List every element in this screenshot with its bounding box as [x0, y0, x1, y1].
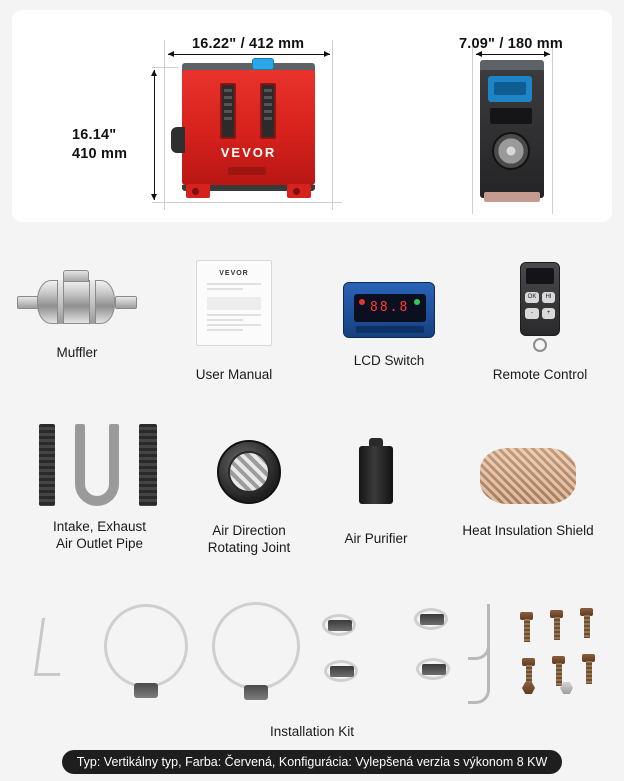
- accessory-label: Muffler: [56, 345, 98, 360]
- guide-line-top: [152, 67, 178, 68]
- accessory-label: User Manual: [195, 367, 273, 382]
- spec-banner: Typ: Vertikálny typ, Farba: Červená, Konfigurácia: Vylepšená verzia s výkonom 8 KW: [62, 750, 562, 774]
- heater-foot-left: [186, 184, 210, 198]
- depth-dimension-label: 7.09" / 180 mm: [459, 36, 563, 52]
- user-manual-icon: [196, 260, 272, 346]
- muffler-icon: [17, 268, 137, 338]
- accessory-heat-insulation-shield: [448, 448, 608, 539]
- bolt-1: [522, 612, 531, 642]
- guide-line-left: [164, 40, 165, 210]
- dimension-panel: [12, 10, 612, 222]
- height-dimension-mm: 410 mm: [72, 146, 128, 162]
- remote-keyring: [533, 338, 547, 352]
- lcd-display-value: 88.8: [370, 300, 410, 315]
- accessory-rotating-joint: [188, 440, 310, 556]
- hose-clamp-small-1: [322, 614, 356, 636]
- angle-bracket-icon: [34, 618, 68, 676]
- accessory-lcd-switch: [330, 282, 448, 369]
- guide-line-bottom: [152, 202, 342, 203]
- accessory-label-line2: Rotating Joint: [207, 540, 291, 555]
- width-arrow: [168, 54, 330, 55]
- accessory-intake-exhaust-pipe: [22, 422, 177, 552]
- heater-vent-right: [260, 83, 276, 139]
- installation-kit-group: [12, 576, 612, 746]
- intake-exhaust-pipe-icon: [35, 422, 165, 508]
- guide-line-right: [332, 40, 333, 210]
- remote-hi-button: HI: [542, 292, 555, 303]
- heater-foot-right: [287, 184, 311, 198]
- width-dimension-label: 16.22" / 412 mm: [192, 36, 305, 52]
- heater-side-blue-panel: [488, 76, 532, 102]
- accessory-user-manual: [176, 260, 292, 383]
- heater-side-top: [480, 60, 544, 70]
- accessory-label: Air Purifier: [344, 531, 408, 546]
- heater-blue-cap: [252, 58, 274, 70]
- accessory-air-purifier: [330, 438, 422, 547]
- accessory-label: Heat Insulation Shield: [462, 523, 594, 538]
- accessory-label-line2: Air Outlet Pipe: [55, 536, 144, 551]
- heat-insulation-shield-icon: [480, 448, 576, 504]
- guide-line-side-left: [472, 44, 473, 214]
- heater-side-foot: [484, 192, 540, 202]
- bolt-3: [582, 608, 591, 638]
- mounting-hook-2: [468, 648, 490, 704]
- hose-clamp-small-4: [416, 658, 450, 680]
- height-arrow: [154, 70, 155, 200]
- height-dimension-inches: 16.14": [72, 127, 117, 143]
- accessory-remote-control: [470, 262, 610, 383]
- heater-vent-left: [220, 83, 236, 139]
- heater-side-slot: [490, 108, 532, 124]
- remote-plus-button: +: [542, 308, 555, 319]
- bolt-2: [552, 610, 561, 640]
- remote-control-icon: [520, 262, 560, 358]
- remote-minus-button: -: [525, 308, 539, 319]
- brand-logo: VEVOR: [220, 145, 277, 160]
- heater-label-plate: [228, 167, 266, 175]
- manual-brand: VEVOR: [219, 270, 249, 277]
- lcd-switch-icon: [343, 282, 435, 338]
- heater-side-fan: [492, 132, 530, 170]
- bolt-6: [584, 654, 593, 684]
- accessory-label: LCD Switch: [353, 353, 425, 368]
- accessory-label: Remote Control: [492, 367, 588, 382]
- accessory-label-line1: Air Direction: [212, 523, 286, 538]
- hose-clamp-small-2: [414, 608, 448, 630]
- air-direction-rotating-joint-icon: [217, 440, 281, 504]
- heater-side-view: [480, 60, 544, 206]
- depth-arrow: [476, 54, 550, 55]
- bolt-5: [554, 656, 563, 686]
- accessory-label-line1: Intake, Exhaust: [52, 519, 147, 534]
- installation-kit-label: Installation Kit: [269, 724, 355, 739]
- guide-line-side-right: [552, 44, 553, 214]
- hose-clamp-large-2: [212, 602, 300, 690]
- hose-clamp-small-3: [324, 660, 358, 682]
- hose-clamp-large-1: [104, 604, 188, 688]
- heater-front-view: [176, 57, 321, 202]
- air-purifier-icon: [359, 438, 393, 508]
- height-dimension-label: [72, 126, 127, 164]
- accessory-muffler: [16, 268, 138, 361]
- remote-ok-button: OK: [525, 292, 539, 303]
